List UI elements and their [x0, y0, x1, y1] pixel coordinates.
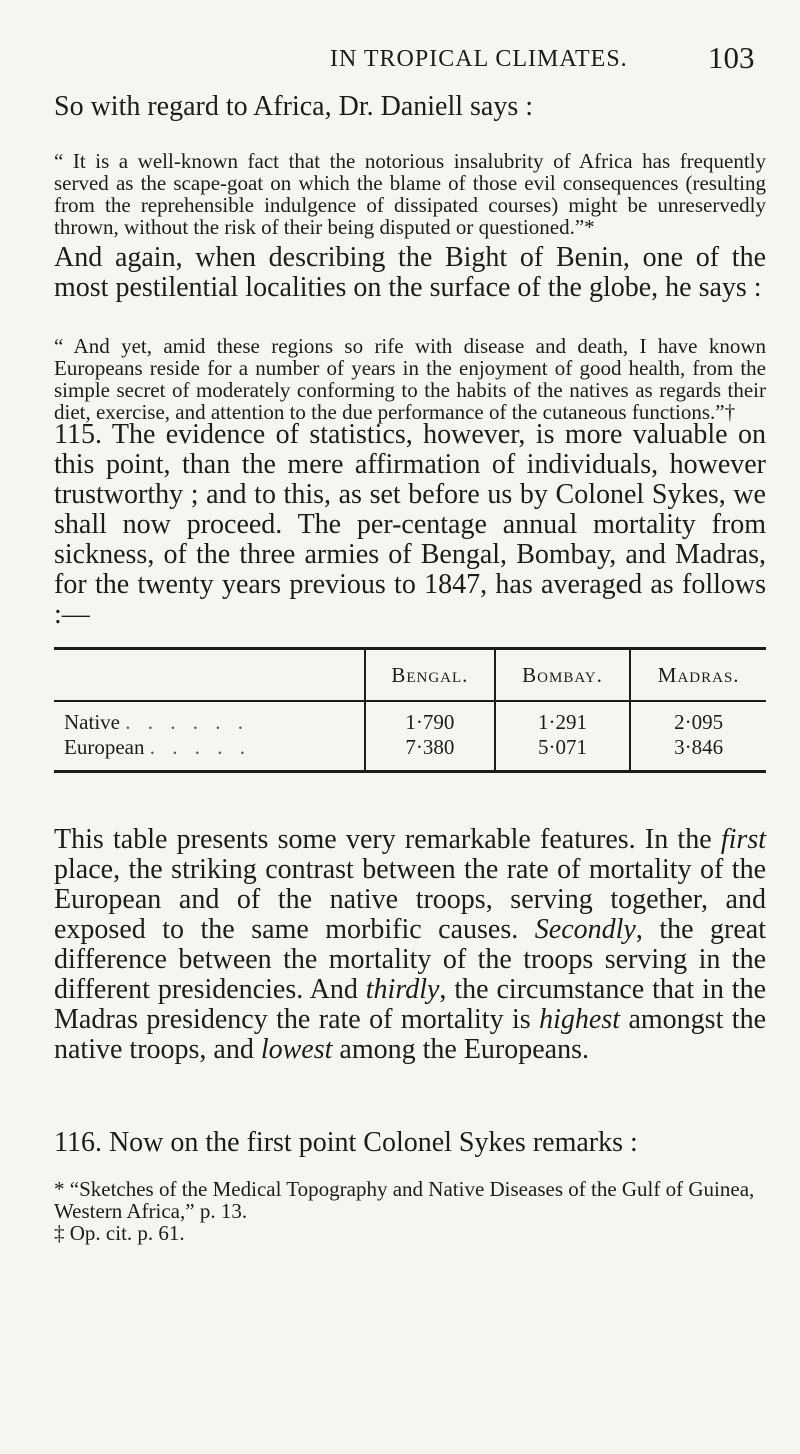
- text-run: place, the striking contrast between the rate of mortality of the European and of the native troops, serving together, and exposed to the same morbific causes.: [54, 854, 766, 945]
- emphasis-thirdly: thirdly: [365, 974, 440, 1005]
- leader-dots: . . . . .: [149, 735, 251, 759]
- table-header-blank: [54, 649, 365, 702]
- row-label: Native: [64, 710, 120, 734]
- quote-daniell-benin: “ And yet, amid these regions so rife with disease and death, I have known Europeans reside for a number of years in the enjoyment of good health, from the simple secret of moderately conforming to the habits of the natives as regards their diet, exercise, and attention to the due performance of the cutaneous functions.”†: [54, 334, 766, 424]
- emphasis-lowest: lowest: [260, 1034, 333, 1065]
- text-run: This table presents some very remarkable features. In the: [54, 824, 721, 855]
- table-row: [54, 735, 766, 772]
- row-label-cell: [54, 735, 365, 772]
- page-header: [0, 40, 800, 80]
- emphasis-first: first: [720, 824, 766, 855]
- emphasis-highest: highest: [539, 1004, 621, 1035]
- column-header: Bengal.: [365, 649, 495, 702]
- text-run: amongst the native troops, and: [54, 1004, 766, 1065]
- column-header: Madras.: [630, 649, 766, 702]
- quote-daniell-africa: “ It is a well-known fact that the notorious insalubrity of Africa has frequently served as the scape-goat on which the blame of those evil consequences (resulting from the reprehensible indulgence of dissipated courses) might be unreservedly thrown, without the risk of their being disputed or questioned.”*: [54, 149, 766, 239]
- row-label-cell: [54, 701, 365, 735]
- row-label: European: [64, 735, 145, 759]
- column-header: Bombay.: [495, 649, 631, 702]
- text-run: , the great difference between the mortality of the troops serving in the different presidencies. And: [54, 914, 766, 1005]
- footnote: ‡ Op. cit. p. 61.: [54, 1221, 185, 1245]
- intro-paragraph-benin: And again, when describing the Bight of Benin, one of the most pestilential localities on the surface of the globe, he says :: [54, 242, 766, 303]
- paragraph-115: 115. The evidence of statistics, however, is more valuable on this point, than the mere affirmation of individuals, however trustworthy ; and to this, as set before us by Colonel Sykes, we shall now proceed. The per-centage annual mortality from sickness, of the three armies of Bengal, Bombay, and Madras, for the twenty years previous to 1847, has averaged as follows :—: [54, 419, 766, 630]
- leader-dots: . . . . . .: [125, 710, 249, 734]
- emphasis-secondly: Secondly: [534, 914, 636, 945]
- running-head: IN TROPICAL CLIMATES.: [330, 46, 628, 72]
- intro-paragraph-africa: So with regard to Africa, Dr. Daniell says :: [54, 91, 534, 122]
- table-cell: 2·095: [630, 701, 766, 735]
- table-cell: 5·071: [495, 735, 631, 772]
- footnotes: [54, 1178, 766, 1244]
- paragraph-116: 116. Now on the first point Colonel Sykes remarks :: [54, 1127, 638, 1158]
- table-cell: 7·380: [365, 735, 495, 772]
- text-run: , the circumstance that in the Madras presidency the rate of mortality is: [54, 974, 766, 1035]
- footnote: * “Sketches of the Medical Topography and Native Diseases of the Gulf of Guinea, Western Africa,” p. 13.: [54, 1177, 755, 1223]
- table-cell: 1·291: [495, 701, 631, 735]
- mortality-table: [54, 647, 766, 773]
- page-number: 103: [708, 40, 755, 75]
- table-header-row: [54, 649, 766, 702]
- table-row: [54, 701, 766, 735]
- paragraph-table-features: [54, 825, 766, 1065]
- table-cell: 3·846: [630, 735, 766, 772]
- text-run: among the Europeans.: [332, 1034, 589, 1065]
- table-cell: 1·790: [365, 701, 495, 735]
